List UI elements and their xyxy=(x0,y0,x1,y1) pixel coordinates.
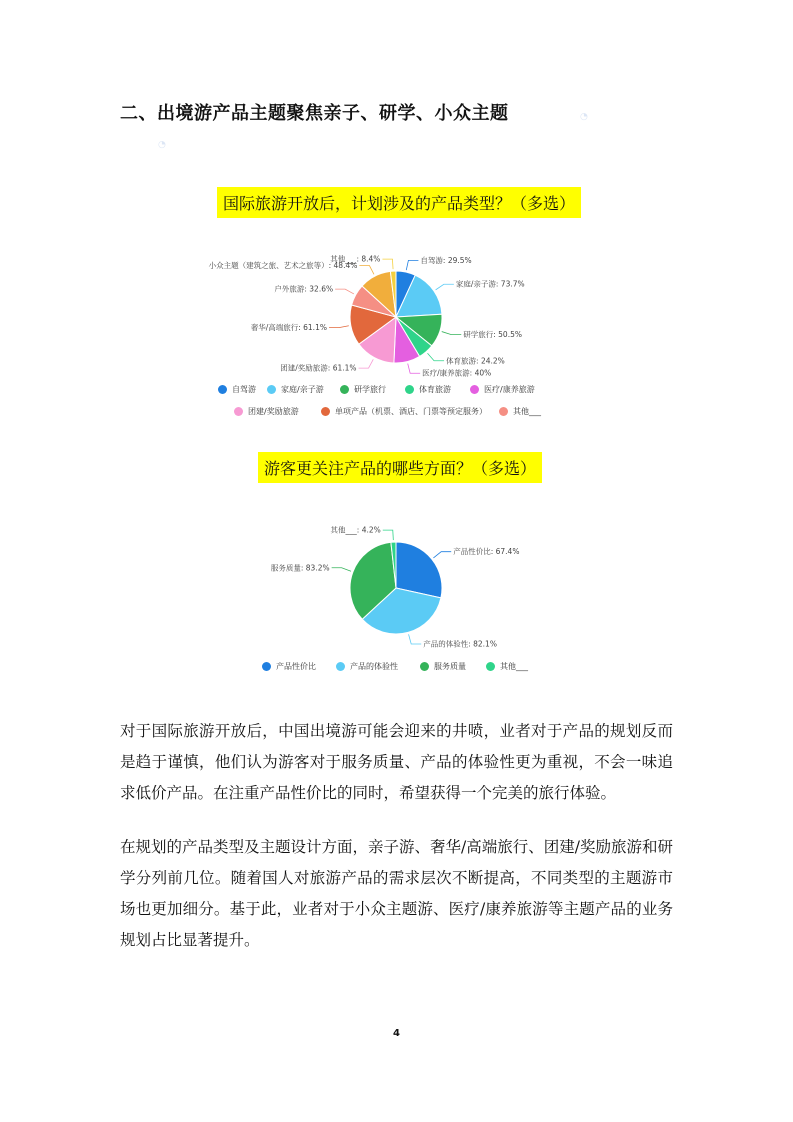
chart1-data-label: 家庭/亲子游: 73.7% xyxy=(455,279,525,289)
paragraph-2: 在规划的产品类型及主题设计方面，亲子游、奢华/高端旅行、团建/奖励旅游和研学分列前几位。随着国人对旅游产品的需求层次不断提高，不同类型的主题游市场也更加细分。基于此，业者对于小众主题游、医疗/康养旅游等主题产品的业务规划占比显著提升。 xyxy=(120,838,673,949)
chart2-legend-swatch xyxy=(262,662,271,671)
chart1-legend-label: 团建/奖励旅游 xyxy=(248,407,299,416)
chart1-legend-label: 单项产品（机票、酒店、门票等预定服务） xyxy=(335,407,487,416)
chart2-title: 游客更关注产品的哪些方面？（多选） xyxy=(258,452,542,483)
watermark: ◔ xyxy=(580,112,588,122)
watermark: ◔ xyxy=(158,140,166,150)
chart1-legend-label: 研学旅行 xyxy=(354,385,386,394)
chart1-legend-label: 自驾游 xyxy=(232,385,256,394)
paragraph-1: 对于国际旅游开放后，中国出境游可能会迎来的井喷，业者对于产品的规划反而是趋于谨慎，他们认为游客对于服务质量、产品的体验性更为重视，不会一味追求低价产品。在注重产品性价比的同时，希望获得一个完美的旅行体验。 xyxy=(120,722,673,802)
chart2-leader-line xyxy=(383,530,394,540)
chart2-legend-swatch xyxy=(336,662,345,671)
chart2-leader-line xyxy=(332,568,351,571)
chart2-data-label: 产品的体验性: 82.1% xyxy=(423,639,497,649)
chart2-legend-label: 服务质量 xyxy=(434,662,466,671)
chart2-legend-label: 其他___ xyxy=(500,662,528,671)
chart1-data-label: 户外旅游: 32.6% xyxy=(274,284,334,294)
chart1-data-label: 自驾游: 29.5% xyxy=(420,255,472,265)
chart1-data-label: 医疗/康养旅游: 40% xyxy=(422,368,492,378)
chart2-leader-line xyxy=(433,552,451,558)
page-number: 4 xyxy=(393,1028,400,1039)
chart2-data-label: 其他___: 4.2% xyxy=(330,525,381,535)
chart1-data-label: 团建/奖励旅游: 61.1% xyxy=(280,363,357,373)
chart2-legend-swatch xyxy=(420,662,429,671)
chart1-data-label: 其他___: 8.4% xyxy=(330,254,381,264)
chart1-title: 国际旅游开放后，计划涉及的产品类型？（多选） xyxy=(217,187,581,218)
chart1-data-label: 研学旅行: 50.5% xyxy=(463,330,523,340)
chart2-legend-item xyxy=(336,661,398,672)
chart1-legend-label: 家庭/亲子游 xyxy=(281,385,324,394)
chart2-legend-swatch xyxy=(486,662,495,671)
chart1-legend-label: 体育旅游 xyxy=(419,385,451,394)
chart2-legend-item xyxy=(262,661,316,672)
section-heading: 二、出境游产品主题聚焦亲子、研学、小众主题 xyxy=(120,103,509,124)
chart2-legend-item xyxy=(420,661,466,672)
chart2-legend-item xyxy=(486,661,528,672)
chart1-legend-label: 医疗/康养旅游 xyxy=(484,385,535,394)
chart2-data-label: 产品性价比: 67.4% xyxy=(453,547,520,557)
chart2-data-label: 服务质量: 83.2% xyxy=(270,563,330,573)
chart1-data-label: 小众主题（建筑之旅、艺术之旅等）: 48.4% xyxy=(208,260,358,270)
chart2-leader-line xyxy=(409,634,422,644)
chart2-legend-label: 产品的体验性 xyxy=(350,662,398,671)
chart1-data-label: 体育旅游: 24.2% xyxy=(446,356,505,366)
chart1-data-label: 奢华/高端旅行: 61.1% xyxy=(250,323,327,333)
chart1-legend-label: 其他___ xyxy=(513,407,541,416)
chart2-legend-label: 产品性价比 xyxy=(276,662,316,671)
